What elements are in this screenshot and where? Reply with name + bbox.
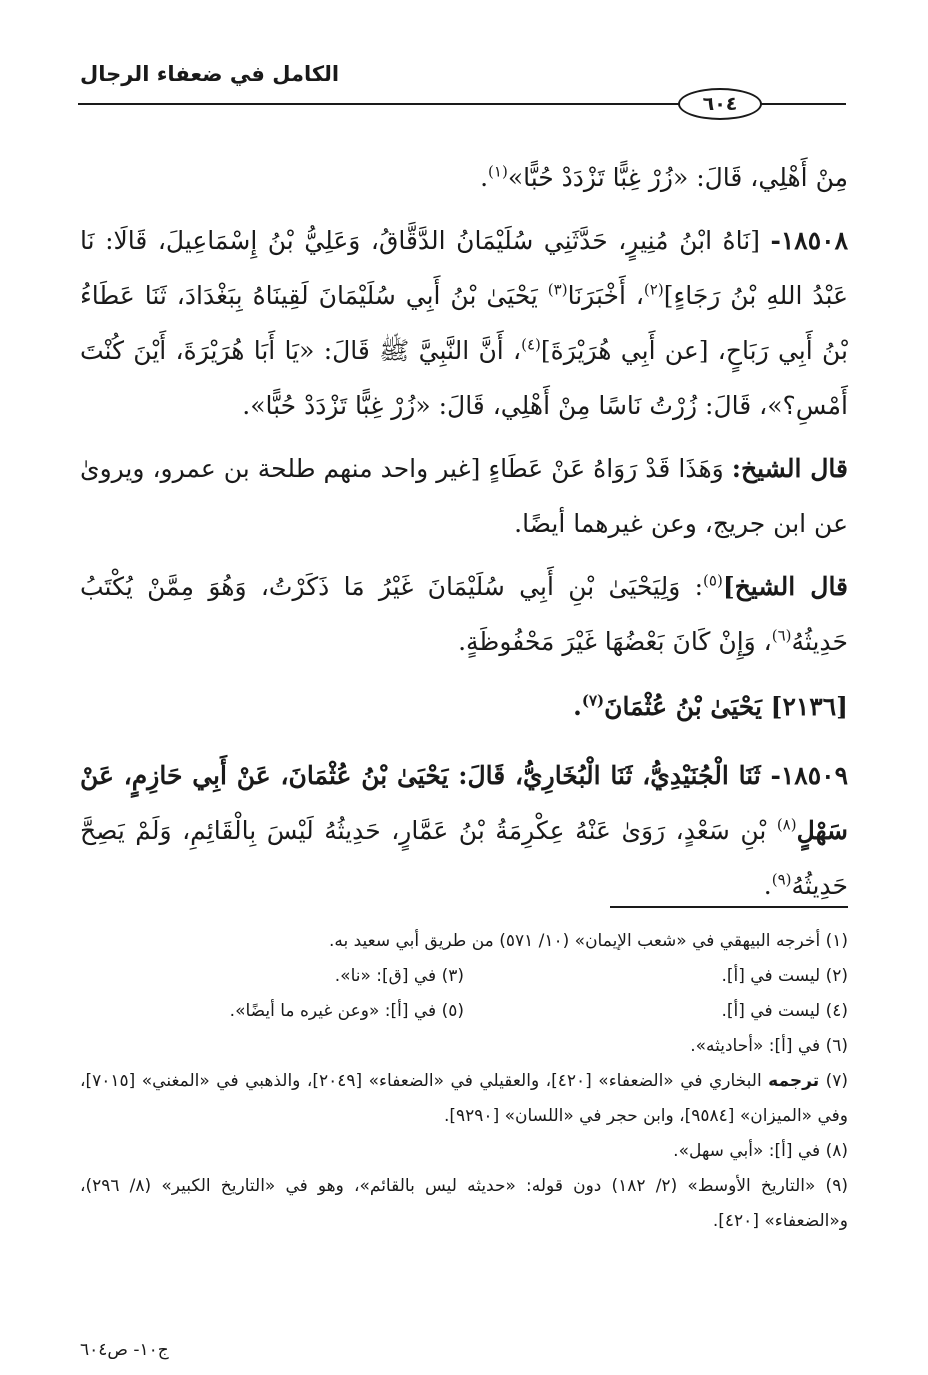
- footnote-row: [80, 994, 848, 1029]
- footnote-ref[interactable]: (٦): [771, 626, 792, 645]
- footnote-ref[interactable]: (١): [488, 162, 508, 181]
- footnote-ref[interactable]: (٤): [521, 335, 541, 354]
- footnote-3: (٣) في [ق]: «نا».: [334, 966, 464, 986]
- hadith-18509: ١٨٥٠٩- ثَنَا الْجُنَيْدِيُّ، ثَنَا الْبُخَارِيُّ، قَالَ: يَحْيَىٰ بْنُ عُثْمَانَ، عَنْ أَبِي حَازِمٍ، عَنْ سَهْلٍ$^{(٨)}$ بْنِ سَعْدٍ، رَوَىٰ عَنْهُ عِكْرِمَةُ بْنُ عَمَّارٍ، حَدِيثُهُ لَيْسَ بِالْقَائِمِ، وَلَمْ يَصِحَّ حَدِيثُهُ$^{(٩)}$.: [80, 761, 848, 900]
- footnote-6: (٦) في [أ]: «أحاديثه».: [690, 1036, 848, 1056]
- entry-heading: [٢١٣٦] يَحْيَىٰ بْنُ عُثْمَانَ$^{(٧)}$.: [573, 691, 848, 721]
- footnotes: [80, 924, 848, 1239]
- sheikh-comment-2: قال الشيخ]$^{(٥)}$: وَلِيَحْيَىٰ بْنِ أَبِي سُلَيْمَانَ غَيْرُ مَا ذَكَرْتُ، وَهُوَ مِمَّنْ يُكْتَبُ حَدِيثُهُ$^{(٦)}$، وَإِنْ كَانَ بَعْضُهَا غَيْرَ مَحْفُوظَةٍ.: [80, 571, 849, 656]
- footnote-ref[interactable]: (٩): [771, 870, 792, 889]
- hadith-number: ١٨٥٠٩-: [770, 761, 848, 790]
- footnote-7: (٧) ترجمه البخاري في «الضعفاء» [٤٢٠]، والعقيلي في «الضعفاء» [٢٠٤٩]، والذهبي في «المغني» [٧٠١٥]، وفي «الميزان» [٩٥٨٤]، وابن حجر في «اللسان» [٩٢٩٠].: [80, 1071, 848, 1126]
- footnote-ref[interactable]: (٥): [703, 571, 723, 590]
- footnote-2: (٢) ليست في [أ].: [721, 966, 848, 986]
- main-text: [80, 150, 848, 921]
- footnote-row: [80, 959, 848, 994]
- footnote-ref[interactable]: (٢): [643, 280, 664, 299]
- footnotes-rule: [610, 906, 848, 908]
- hadith-number: ١٨٥٠٨-: [770, 226, 848, 255]
- footnote-8: (٨) في [أ]: «أبي سهل».: [673, 1141, 848, 1161]
- paragraph-continuation: مِنْ أَهْلِي، قَالَ: «زُرْ غِبًّا تَزْدَدْ حُبًّا»$^{(١)}$.: [480, 162, 848, 192]
- hadith-18508: ١٨٥٠٨- [نَاهُ ابْنُ مُنِيرٍ، حَدَّثَنِي سُلَيْمَانُ الدَّقَّاقُ، وَعَلِيُّ بْنُ إِسْمَاعِيلَ، قَالَا: نَا عَبْدُ اللهِ بْنُ رَجَاءٍ]$^{(٢)}$، أَخْبَرَنَا$^{(٣)}$ يَحْيَىٰ بْنُ أَبِي سُلَيْمَانَ لَقِينَاهُ بِبَغْدَادَ، ثَنَا عَطَاءُ بْنُ أَبِي رَبَاحٍ، [عن أَبِي هُرَيْرَةَ]$^{(٤)}$، أَنَّ النَّبِيَّ ﷺ قَالَ: «يَا أَبَا هُرَيْرَةَ، أَيْنَ كُنْتَ أَمْسِ؟»، قَالَ: زُرْتُ نَاسًا مِنْ أَهْلِي، قَالَ: «زُرْ غِبًّا تَزْدَدْ حُبًّا».: [80, 226, 848, 420]
- footnote-1: (١) أخرجه البيهقي في «شعب الإيمان» (١٠/ ٥٧١) من طريق أبي سعيد به.: [328, 931, 848, 951]
- sheikh-comment-1: قال الشيخ: وَهَذَا قَدْ رَوَاهُ عَنْ عَطَاءٍ [غير واحد منهم طلحة بن عمرو، ويروىٰ عن ابن جريج، وعن غيرهما أيضًا.: [80, 454, 848, 538]
- running-title: الكامل في ضعفاء الرجال: [80, 62, 340, 86]
- page-number: ٦٠٤: [678, 88, 762, 120]
- footnote-5: (٥) في [أ]: «وعن غيره ما أيضًا».: [229, 1001, 464, 1021]
- footnote-ref[interactable]: (٧): [581, 691, 605, 710]
- footnote-9: (٩) «التاريخ الأوسط» (٢/ ١٨٢) دون قوله: «حديثه ليس بالقائم»، وهو في «التاريخ الكبير» (٨/ ٢٩٦)، و«الضعفاء» [٤٢٠].: [80, 1176, 848, 1231]
- footnote-ref[interactable]: (٣): [547, 280, 568, 299]
- footnote-ref[interactable]: (٨): [776, 815, 797, 834]
- footnote-4: (٤) ليست في [أ].: [721, 1001, 848, 1021]
- volume-page-marker: ج١٠- ص٦٠٤: [80, 1340, 169, 1360]
